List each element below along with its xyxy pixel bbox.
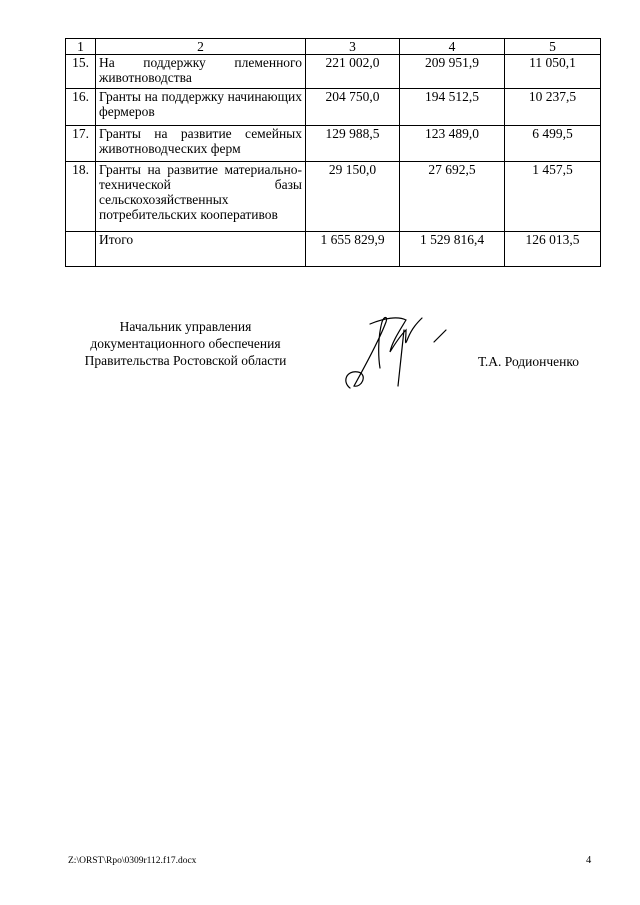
row-name: На поддержку племенного животноводства	[96, 55, 306, 89]
row-name: Гранты на поддержку начинающих фермеров	[96, 89, 306, 126]
total-label: Итого	[96, 232, 306, 267]
table-row	[66, 162, 601, 232]
table-header-row	[66, 39, 601, 55]
header-cell: 2	[96, 39, 306, 55]
total-number	[66, 232, 96, 267]
page-number: 4	[586, 855, 592, 866]
row-name: Гранты на развитие семейных животноводческих ферм	[96, 126, 306, 162]
budget-table	[65, 38, 601, 267]
row-value-col4: 194 512,5	[400, 89, 505, 126]
row-value-col5: 10 237,5	[505, 89, 601, 126]
total-value-col4: 1 529 816,4	[400, 232, 505, 267]
total-row	[66, 232, 601, 267]
signatory-line-2: документационного обеспечения	[90, 336, 281, 351]
row-value-col5: 1 457,5	[505, 162, 601, 232]
row-value-col4: 27 692,5	[400, 162, 505, 232]
signatory-line-3: Правительства Ростовской области	[84, 353, 287, 368]
signatory-line-1: Начальник управления	[119, 319, 252, 334]
row-number: 18.	[66, 162, 96, 232]
handwritten-signature	[340, 308, 455, 398]
row-value-col3: 204 750,0	[306, 89, 400, 126]
file-path: Z:\ORST\Rpo\0309r112.f17.docx	[68, 856, 197, 866]
row-number: 16.	[66, 89, 96, 126]
row-number: 17.	[66, 126, 96, 162]
row-value-col5: 11 050,1	[505, 55, 601, 89]
header-cell: 3	[306, 39, 400, 55]
row-value-col4: 209 951,9	[400, 55, 505, 89]
header-cell: 5	[505, 39, 601, 55]
total-value-col3: 1 655 829,9	[306, 232, 400, 267]
signatory-position	[68, 318, 303, 369]
row-value-col3: 221 002,0	[306, 55, 400, 89]
row-value-col3: 129 988,5	[306, 126, 400, 162]
table-row	[66, 89, 601, 126]
table-row	[66, 55, 601, 89]
row-name: Гранты на развитие материально-технической базы сельскохозяйственных потребительских кооперативов	[96, 162, 306, 232]
table-row	[66, 126, 601, 162]
total-value-col5: 126 013,5	[505, 232, 601, 267]
row-number: 15.	[66, 55, 96, 89]
header-cell: 1	[66, 39, 96, 55]
signatory-name: Т.А. Родионченко	[478, 354, 579, 369]
header-cell: 4	[400, 39, 505, 55]
row-value-col4: 123 489,0	[400, 126, 505, 162]
row-value-col3: 29 150,0	[306, 162, 400, 232]
row-value-col5: 6 499,5	[505, 126, 601, 162]
